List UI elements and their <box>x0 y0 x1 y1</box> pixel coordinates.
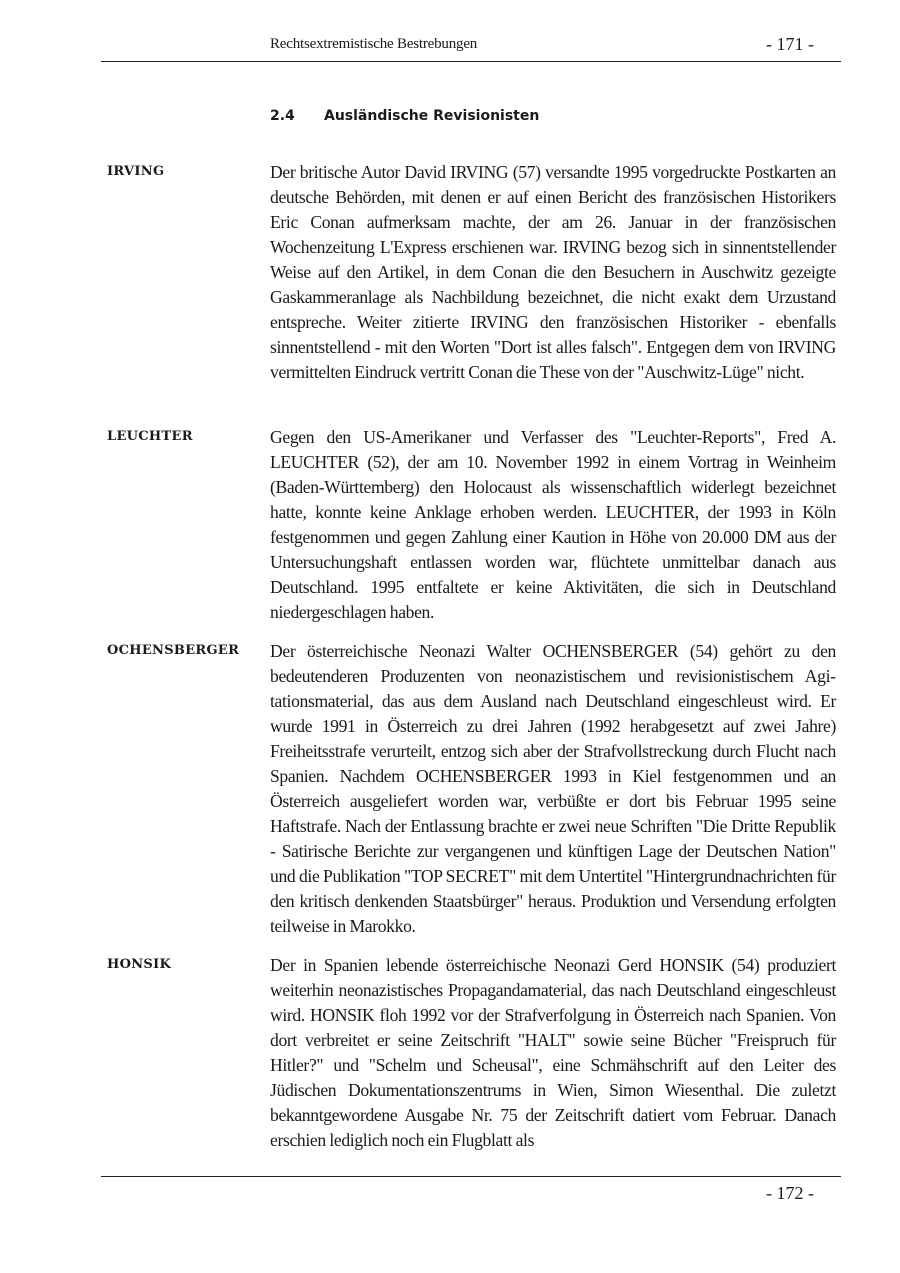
page-number-top: - 171 - <box>766 34 814 54</box>
margin-label: OCHENSBERGER <box>107 643 240 658</box>
entry-paragraph: Der in Spanien lebende österreichische Neonazi Gerd HONSIK (54) produziert weiterhin neonazistisches Propagandamaterial, das nach Deutschland eingeschleust wird. HONSIK floh 1992 vor der Strafverfolgung in Österreich nach Spanien. Von dort verbreitet er seine Zeitschrift "HALT" sowie seine Bücher "Freispruch für Hitler?" und "Schelm und Scheusal", eine Schmähschrift auf den Leiter des Jüdischen Dokumentationszentrums in Wien, Simon Wiesenthal. Die zuletzt bekanntgewordene Ausgabe Nr. 75 der Zeitschrift datiert vom Februar. Danach erschien lediglich noch ein Flugblatt als <box>270 955 836 1150</box>
running-header-title: Rechtsextremistische Bestrebungen <box>270 36 478 52</box>
section-number: 2.4 <box>270 108 295 124</box>
footer-rule <box>101 1176 841 1177</box>
margin-label: HONSIK <box>107 957 172 972</box>
entry-paragraph: Der britische Autor David IRVING (57) versandte 1995 vorgedruckte Postkarten an deutsche Behörden, mit denen er auf einen Bericht des französischen Historikers Eric Conan aufmerksam machte, der am 26. Januar in der französischen Wochenzeitung L'Express erschienen war. IRVING bezog sich in sinnentstellender Weise auf den Artikel, in dem Conan die den Besuchern in Auschwitz gezeigte Gaskammeranlage als Nachbildung bezeichnet, die nicht exakt dem Urzustand entspreche. Weiter zitierte IRVING den französischen Historiker - ebenfalls sinnentstellend - mit den Worten "Dort ist alles falsch". Entgegen dem von IRVING vermittelten Eindruck vertritt Conan die These von der "Auschwitz-Lüge" nicht. <box>270 162 836 382</box>
section-title: Ausländische Revisionisten <box>324 108 540 124</box>
page-number-bottom: - 172 - <box>766 1183 814 1203</box>
margin-label: IRVING <box>107 164 165 179</box>
margin-label: LEUCHTER <box>107 429 193 444</box>
section-heading <box>270 108 539 124</box>
header-rule <box>101 61 841 62</box>
entry-paragraph: Gegen den US-Amerikaner und Verfasser des "Leuchter-Reports", Fred A. LEUCHTER (52), der am 10. November 1992 in einem Vortrag in Weinheim (Baden-Württemberg) den Holocaust als wissenschaftlich widerlegt bezeichnet hatte, konnte keine Anklage erhoben werden. LEUCHTER, der 1993 in Köln festgenommen und gegen Zahlung einer Kaution in Höhe von 20.000 DM aus der Untersuchungshaft entlassen worden war, flüchtete unmittelbar danach aus Deutschland. 1995 entfaltete er keine Aktivitäten, die sich in Deutschland niedergeschlagen haben. <box>270 427 836 622</box>
entry-paragraph: Der österreichische Neonazi Walter OCHENSBERGER (54) gehört zu den bedeutenderen Produzenten von neonazistischem und revisionistischem Agitationsmaterial, das aus dem Ausland nach Deutschland eingeschleust wird. Er wurde 1991 in Österreich zu drei Jahren (1992 herabgesetzt auf zwei Jahre) Freiheitsstrafe verurteilt, entzog sich aber der Strafvollstreckung durch Flucht nach Spanien. Nachdem OCHENSBERGER 1993 in Kiel festgenommen und an Österreich ausgeliefert worden war, verbüßte er dort bis Februar 1995 seine Haftstrafe. Nach der Entlassung brachte er zwei neue Schriften "Die Dritte Republik - Satirische Berichte zur vergangenen und künftigen Lage der Deutschen Nation" und die Publikation "TOP SECRET" mit dem Untertitel "Hintergrundnachrichten für den kritisch denkenden Staatsbürger" heraus. Produktion und Versendung erfolgten teilweise in Marokko. <box>270 641 836 936</box>
